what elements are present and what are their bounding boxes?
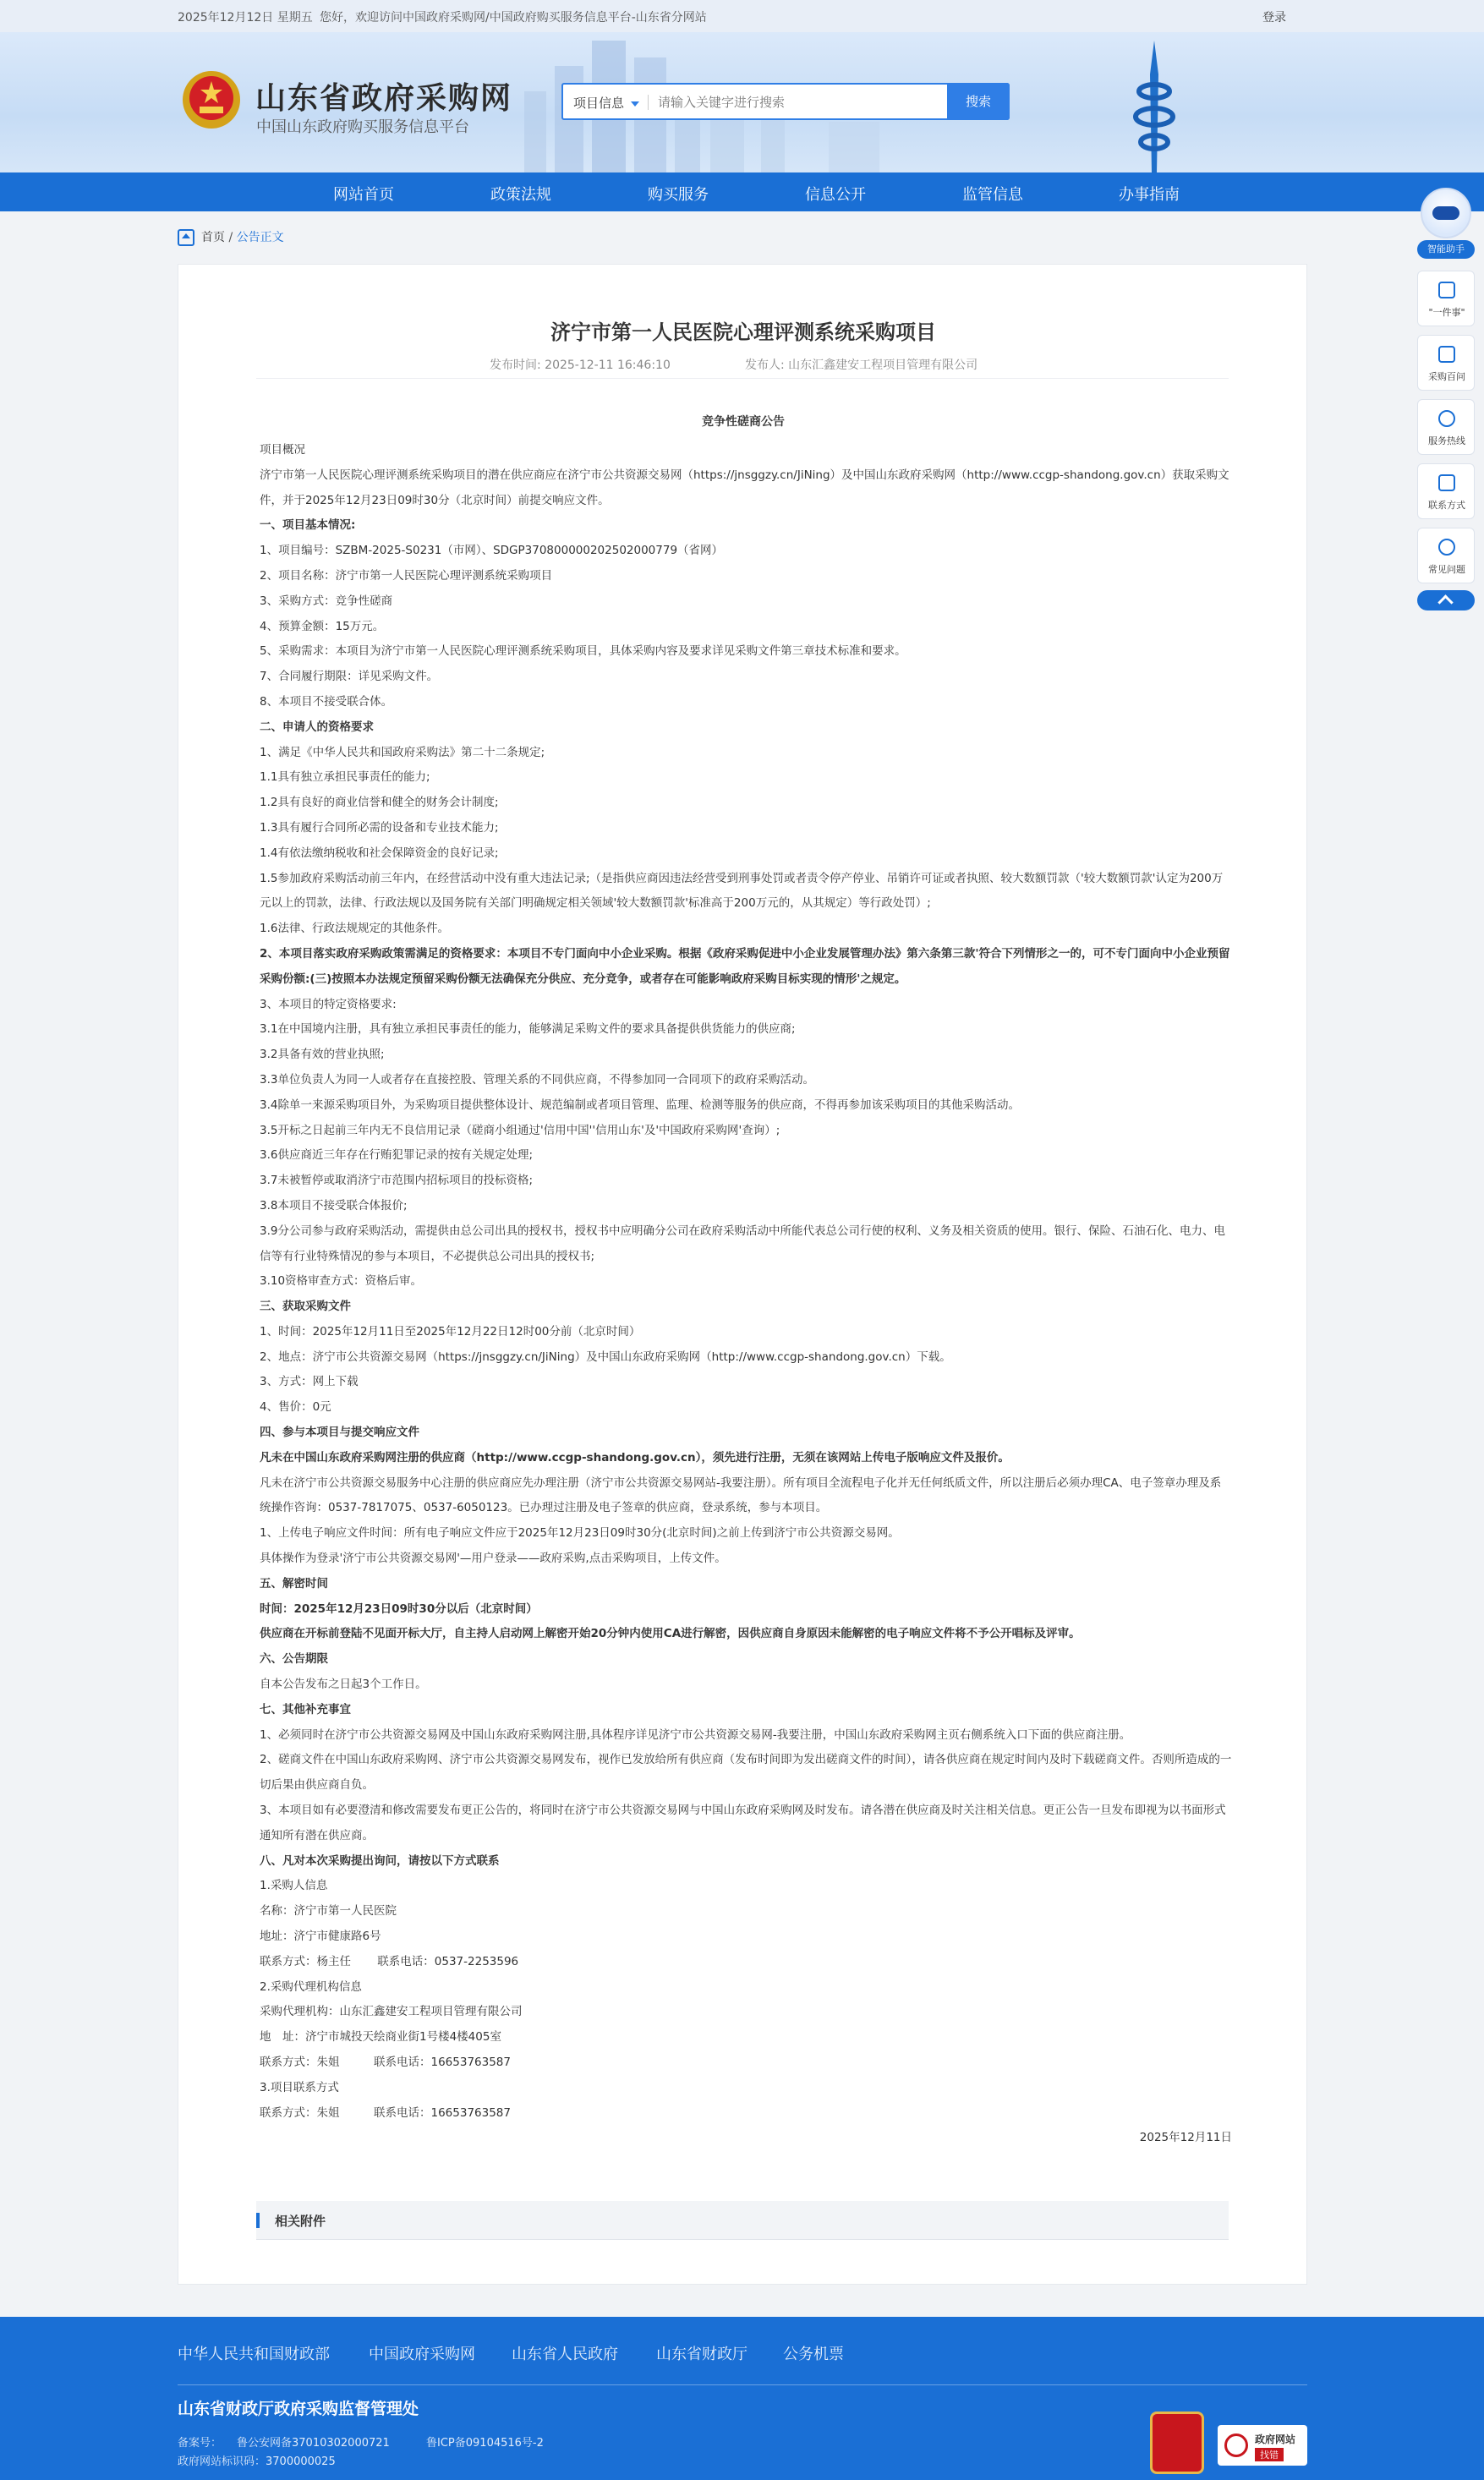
welcome-text: 您好，欢迎访问中国政府采购网/中国政府购买服务信息平台-山东省分网站 [320,11,707,25]
article-paragraph: 4、预算金额：15万元。 [260,619,385,633]
article-paragraph: 1.3具有履行合同所必需的设备和专业技术能力; [260,820,499,835]
service-hotline-button[interactable]: 服务热线 [1417,399,1475,455]
article-paragraph: 2、本项目落实政府采购政策需满足的资格要求：本项目不专门面向中小企业采购。根据《政府采购促进中小企业发展管理办法》第六条第三款'符合下列情形之一的，可不专门面向中小企业预留采购份额:(三)按照本办法规定预留采购份额无法确保充分供应、充分竞争，或者存在可能影响政府采购目标实现的情形'之规定。 [260,946,1230,986]
search-category-select[interactable]: 项目信息 [573,94,639,112]
article-paragraph: 凡未在济宁市公共资源交易服务中心注册的供应商应先办理注册（济宁市公共资源交易网站-我要注册）。所有项目全流程电子化并无任何纸质文件，所以注册后必须办理CA、电子签章办理及系统操作咨询：0537-7817075、0537-6050123。已办理过注册及电子签章的供应商，登录系统，参与本项目。 [260,1475,1222,1515]
search-divider [648,95,649,110]
article-paragraph: 1、必须同时在济宁市公共资源交易网及中国山东政府采购网注册,具体程序详见济宁市公共资源交易网-我要注册，中国山东政府采购网主页右侧系统入口下面的供应商注册。 [260,1727,1131,1742]
footer-divider [178,2384,1307,2385]
party-gov-badge-icon[interactable] [1150,2412,1204,2474]
article-paragraph: 1.2具有良好的商业信誉和健全的财务会计制度; [260,796,499,810]
article-paragraph: 1、项目编号：SZBM-2025-S0231（市网）、SDGP370800000202502000779（省网） [260,544,724,558]
book-icon [1438,346,1455,363]
article-paragraph: 一、项目基本情况: [260,518,356,533]
article-paragraph: 济宁市第一人民医院心理评测系统采购项目的潜在供应商应在济宁市公共资源交易网（https://jnsggzy.cn/JiNing）及中国山东政府采购网（http://www.ccgp-shandong.gov.cn）获取采购文件，并于2025年12月23日09时30分（北京时间）前提交响应文件。 [260,468,1229,507]
publisher: 发布人: 山东汇鑫建安工程项目管理有限公司 [745,359,978,372]
site-title: 山东省政府采购网 [255,81,513,116]
article-paragraph: 2、磋商文件在中国山东政府采购网、济宁市公共资源交易网发布，视作已发放给所有供应商（发布时间即为发出磋商文件的时间），请各供应商在规定时间内及时下载磋商文件。否则所造成的一切后果由供应商自负。 [260,1753,1232,1793]
one-thing-button[interactable]: "一件事" [1417,271,1475,326]
article-paragraph: 3.4除单一来源采购项目外，为采购项目提供整体设计、规范编制或者项目管理、监理、检测等服务的供应商，不得再参加该采购项目的其他采购活动。 [260,1098,1020,1112]
gov-site-error-report-badge[interactable]: 政府网站 找错 [1218,2425,1307,2466]
site-id: 政府网站标识码：3700000025 [178,2455,336,2468]
search-button[interactable]: 搜索 [947,83,1010,120]
article-paragraph: 地址：济宁市健康路6号 [260,1930,381,1944]
article-paragraph: 联系方式：朱姐 联系电话：16653763587 [260,2056,511,2069]
article-paragraph: 3.项目联系方式 [260,2080,339,2094]
article-paragraph: 时间：2025年12月23日09时30分以后（北京时间） [260,1601,538,1616]
article-paragraph: 1、满足《中华人民共和国政府采购法》第二十二条规定; [260,745,545,759]
article-paragraph: 3.10资格审查方式：资格后审。 [260,1274,423,1289]
common-questions-button[interactable]: 常见问题 [1417,528,1475,583]
article-card [178,264,1307,2285]
site-footer [0,2317,1484,2480]
site-subtitle: 中国山东政府购买服务信息平台 [256,118,469,136]
contact-button[interactable]: 联系方式 [1417,463,1475,519]
play-icon [1438,282,1455,298]
article-paragraph: 2.采购代理机构信息 [260,1979,362,1994]
footer-link-ccgp[interactable]: 中国政府采购网 [369,2346,475,2363]
article-paragraph: 3、方式：网上下载 [260,1375,359,1389]
attachments-accent-bar [256,2213,260,2228]
article-paragraph: 三、获取采购文件 [260,1300,351,1314]
nav-item-policy[interactable]: 政策法规 [490,186,551,204]
article-paragraph: 1.6法律、行政法规规定的其他条件。 [260,922,449,936]
nav-item-home[interactable]: 网站首页 [333,186,394,204]
article-paragraph: 具体操作为登录'济宁市公共资源交易网'—用户登录——政府采购,点击采购项目，上传文件。 [260,1552,726,1566]
article-paragraph: 项目概况 [260,443,305,457]
article-paragraph: 3.5开标之日起前三年内无不良信用记录（磋商小组通过'信用中国''信用山东'及'中国政府采购网'查询）; [260,1123,780,1137]
breadcrumb [178,228,284,246]
article-paragraph: 5、采购需求：本项目为济宁市第一人民医院心理评测系统采购项目，具体采购内容及要求详见采购文件第三章技术标准和要求。 [260,644,906,659]
assistant-label: 智能助手 [1417,240,1475,259]
article-paragraph: 联系方式：杨主任 联系电话：0537-2253596 [260,1954,519,1968]
attachments-section [256,2201,1229,2240]
back-to-top-button[interactable] [1417,590,1475,610]
purchase-faq-button[interactable]: 采购百问 [1417,335,1475,391]
headset-icon [1438,410,1455,427]
article-paragraph: 二、申请人的资格要求 [260,720,374,734]
article-paragraph: 3.9分公司参与政府采购活动，需提供由总公司出具的授权书，授权书中应明确分公司在政府采购活动中所能代表总公司行使的权利、义务及相关资质的使用。银行、保险、石油石化、电力、电信等有行业特殊情况的参与本项目，不必提供总公司出具的授权书; [260,1224,1225,1263]
article-paragraph: 1.5参加政府采购活动前三年内，在经营活动中没有重大违法记录;（是指供应商因违法经营受到刑事处罚或者责令停产停业、吊销许可证或者执照、较大数额罚款（'较大数额罚款'认定为200万元以上的罚款，法律、行政法规以及国务院有关部门明确规定相关领域'较大数额罚款'标准高于200万元的，从其规定）等行政处罚）; [260,871,1224,911]
article-paragraph: 四、参与本项目与提交响应文件 [260,1426,419,1440]
article-paragraph: 1.采购人信息 [260,1879,328,1893]
article-paragraph: 3.3单位负责人为同一人或者存在直接控股、管理关系的不同供应商，不得参加同一合同项下的政府采购活动。 [260,1072,814,1087]
home-icon [178,229,194,246]
current-date: 2025年12月12日 星期五 [178,11,313,25]
article-paragraph: 3、本项目的特定资格要求: [260,997,397,1011]
publish-time: 发布时间: 2025-12-11 16:46:10 [490,359,671,372]
article-paragraph: 凡未在中国山东政府采购网注册的供应商（http://www.ccgp-shandong.gov.cn），须先进行注册，无须在该网站上传电子版响应文件及报价。 [260,1450,1010,1464]
article-paragraph: 1.4有依法缴纳税收和社会保障资金的良好记录; [260,846,499,860]
article-paragraph: 7、合同履行期限：详见采购文件。 [260,670,439,684]
article-paragraph: 七、其他补充事宜 [260,1702,351,1716]
breadcrumb-home[interactable]: 首页 [201,231,225,244]
article-paragraph: 八、凡对本次采购提出询问，请按以下方式联系 [260,1853,500,1868]
footer-link-air-ticket[interactable]: 公务机票 [783,2346,844,2363]
article-paragraph: 3、本项目如有必要澄清和修改需要发布更正公告的，将同时在济宁市公共资源交易网与中国山东政府采购网及时发布。请各潜在供应商及时关注相关信息。更正公告一旦发布即视为以书面形式通知所有潜在供应商。 [260,1804,1226,1842]
footer-link-mof[interactable]: 中华人民共和国财政部 [178,2346,330,2363]
breadcrumb-current: 公告正文 [236,231,284,244]
article-paragraph: 联系方式：朱姐 联系电话：16653763587 [260,2105,511,2120]
article-paragraph: 1、上传电子响应文件时间：所有电子响应文件应于2025年12月23日09时30分(北京时间)之前上传到济宁市公共资源交易网。 [260,1526,900,1541]
chevron-down-icon [631,101,639,107]
quancheng-tower-decoration [1116,41,1192,172]
notice-heading: 竞争性磋商公告 [702,415,785,429]
article-title: 济宁市第一人民医院心理评测系统采购项目 [550,320,936,344]
article-paragraph: 名称：济宁市第一人民医院 [260,1904,397,1919]
title-divider [256,378,1229,379]
article-paragraph: 供应商在开标前登陆不见面开标大厅，自主持人启动网上解密开始20分钟内使用CA进行解密，因供应商自身原因未能解密的电子响应文件将不予公开唱标及评审。 [260,1627,1081,1641]
article-body [260,438,1232,2151]
main-nav [0,172,1484,211]
article-paragraph: 2、项目名称：济宁市第一人民医院心理评测系统采购项目 [260,568,553,583]
article-paragraph: 3.6供应商近三年存在行贿犯罪记录的按有关规定处理; [260,1148,534,1163]
article-paragraph: 地 址：济宁市城投天绘商业街1号楼4楼405室 [260,2030,501,2045]
article-paragraph: 3.2具备有效的营业执照; [260,1048,385,1062]
article-paragraph: 1.1具有独立承担民事责任的能力; [260,770,430,785]
article-paragraph: 自本公告发布之日起3个工作日。 [260,1678,427,1692]
breadcrumb-separator: / [225,231,237,244]
footer-org: 山东省财政厅政府采购监督管理处 [178,2400,419,2418]
icp-record[interactable]: 鲁ICP备09104516号-2 [426,2437,544,2450]
article-paragraph: 采购代理机构：山东汇鑫建安工程项目管理有限公司 [260,2005,523,2019]
magnifier-icon [1224,2433,1248,2457]
article-paragraph: 3.1在中国境内注册，具有独立承担民事责任的能力，能够满足采购文件的要求具备提供供货能力的供应商; [260,1022,796,1037]
nav-item-supervision[interactable]: 监管信息 [962,186,1023,204]
record-label: 备案号： [178,2437,222,2450]
police-record[interactable]: 鲁公安网备37010302000721 [237,2437,390,2450]
attachments-label: 相关附件 [275,2214,326,2229]
article-paragraph: 五、解密时间 [260,1576,328,1590]
footer-link-sd-finance[interactable]: 山东省财政厅 [656,2346,747,2363]
article-paragraph: 1、时间：2025年12月11日至2025年12月22日12时00分前（北京时间） [260,1324,641,1339]
signature-date: 2025年12月11日 [1139,2131,1232,2145]
article-paragraph: 3.8本项目不接受联合体报价; [260,1198,408,1213]
ai-assistant-button[interactable] [1417,188,1475,260]
question-icon [1438,539,1455,556]
footer-link-sd-gov[interactable]: 山东省人民政府 [512,2346,618,2363]
article-paragraph: 2、地点：济宁市公共资源交易网（https://jnsggzy.cn/JiNing）及中国山东政府采购网（http://www.ccgp-shandong.gov.cn）下载。 [260,1349,951,1364]
article-paragraph: 3、采购方式：竞争性磋商 [260,594,393,608]
contact-icon [1438,474,1455,491]
article-paragraph: 8、本项目不接受联合体。 [260,694,393,709]
article-paragraph: 4、售价：0元 [260,1400,331,1415]
article-paragraph: 六、公告期限 [260,1652,328,1667]
login-link[interactable]: 登录 [1262,11,1286,25]
nav-item-info-disclosure[interactable]: 信息公开 [805,186,866,204]
search-box [561,83,1010,120]
top-info-bar [0,0,1484,32]
site-header [0,32,1484,172]
article-paragraph: 3.7未被暂停或取消济宁市范围内招标项目的投标资格; [260,1174,534,1188]
national-emblem-icon [181,69,242,130]
nav-item-purchase-service[interactable]: 购买服务 [648,186,709,204]
robot-icon [1421,188,1471,238]
nav-item-guide[interactable]: 办事指南 [1119,186,1180,204]
search-input[interactable] [658,91,912,113]
